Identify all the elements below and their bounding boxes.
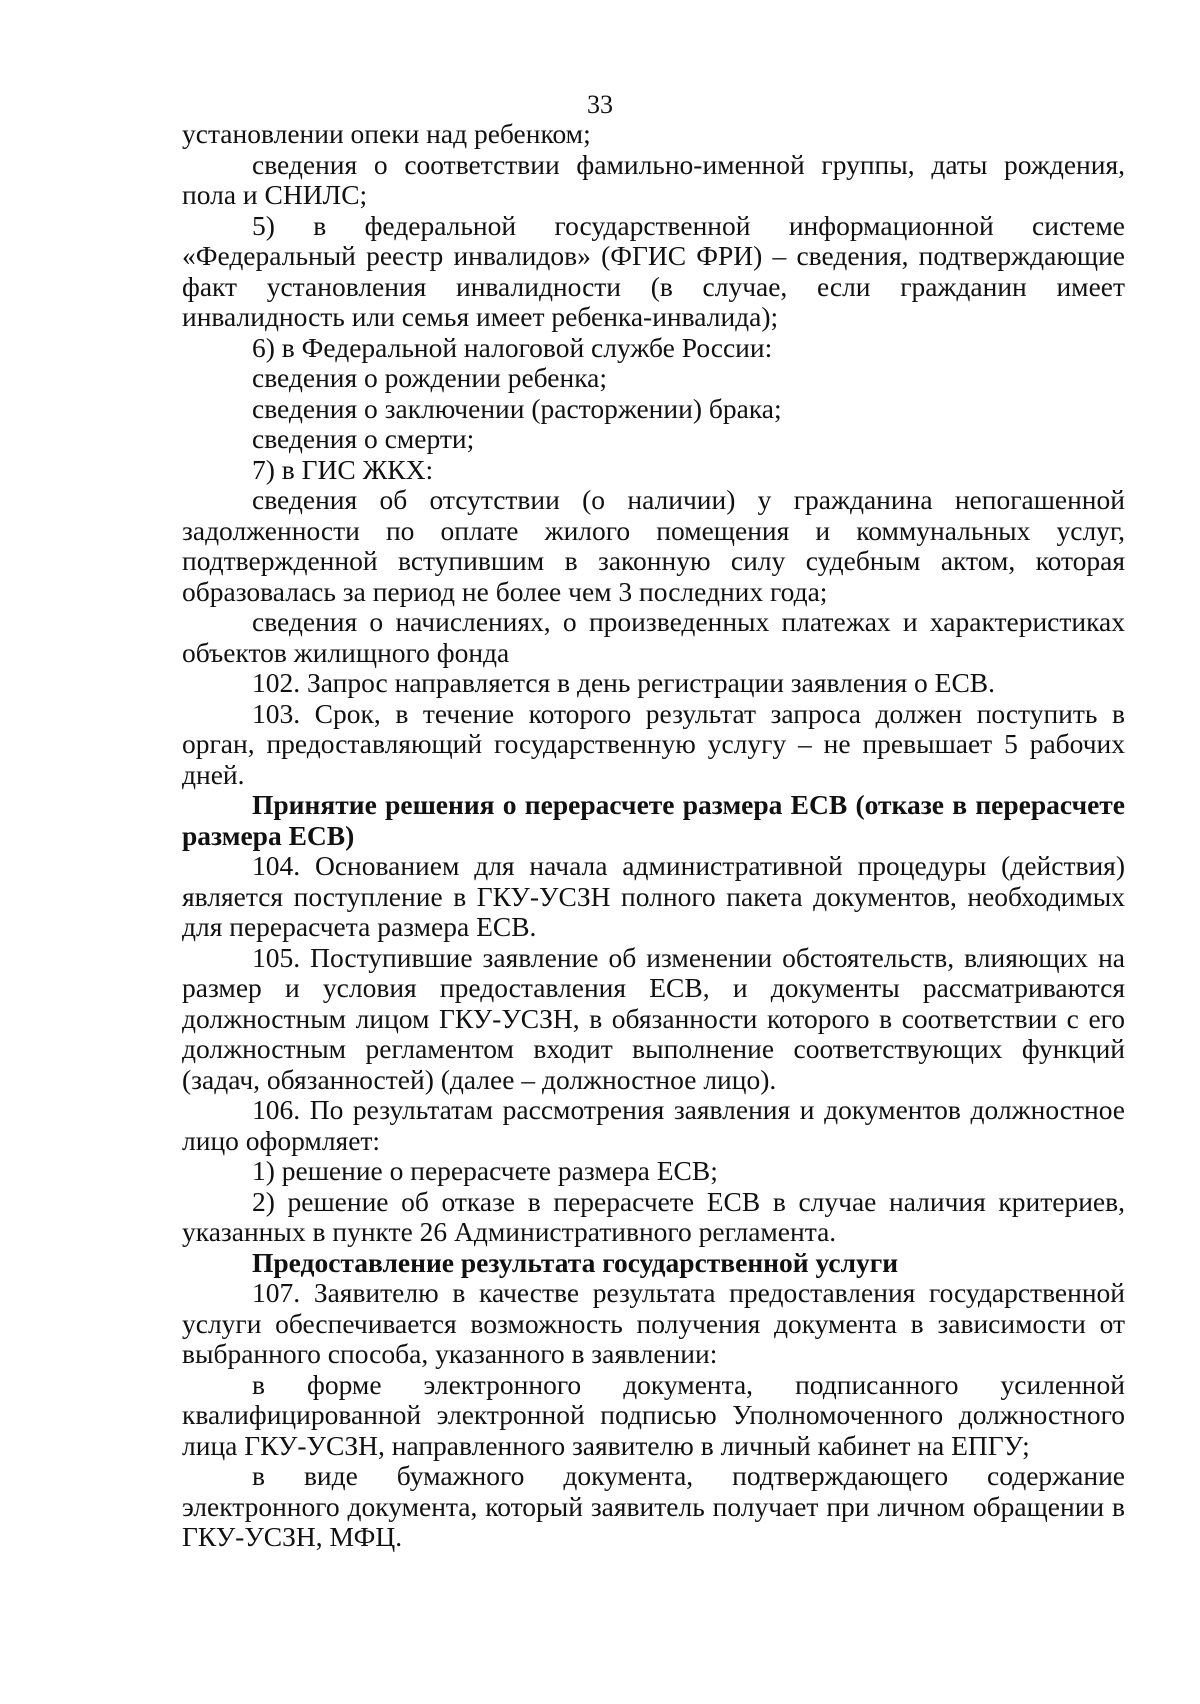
- paragraph-paper-form: в виде бумажного документа, подтверждающего содержание электронного документа, который заявитель получает при личном обращении в ГКУ-УСЗН, МФЦ.: [182, 1460, 1125, 1552]
- document-body: [182, 119, 1125, 1553]
- paragraph-106-item-1: 1) решение о перерасчете размера ЕСВ;: [252, 1155, 718, 1186]
- paragraph-item-5-fgis-fri: 5) в федеральной государственной информационной системе «Федеральный реестр инвалидов» (ФГИС ФРИ) – сведения, подтверждающие факт установления инвалидности (в случае, если гражданин имеет инвалидность или семья имеет ребенка-инвалида);: [182, 209, 1125, 332]
- paragraph-marriage-info: сведения о заключении (расторжении) брака;: [252, 392, 782, 424]
- paragraph-charges-info: сведения о начислениях, о произведенных платежах и характеристиках объектов жилищного фонда: [182, 606, 1125, 668]
- paragraph-105: 105. Поступившие заявление об изменении обстоятельств, влияющих на размер и условия предоставления ЕСВ, и документы рассматриваются должностным лицом ГКУ-УСЗН, в обязанности которого в соответствии с его должностным регламентом входит выполнение соответствующих функций (задач, обязанностей) (далее – должностное лицо).: [182, 941, 1125, 1095]
- paragraph-106: 106. По результатам рассмотрения заявления и документов должностное лицо оформляет:: [182, 1094, 1125, 1156]
- paragraph-102: 102. Запрос направляется в день регистрации заявления о ЕСВ.: [252, 667, 996, 698]
- paragraph-death-info: сведения о смерти;: [252, 423, 475, 454]
- page-number: 33: [587, 90, 613, 119]
- paragraph-item-6-fns: 6) в Федеральной налоговой службе России:: [252, 331, 773, 363]
- paragraph-item-7-gis-zhkh: 7) в ГИС ЖКХ:: [252, 453, 434, 485]
- section-heading-result: Предоставление результата государственной услуги: [252, 1246, 899, 1278]
- section-heading-recalculation: Принятие решения о перерасчете размера ЕСВ (отказе в перерасчете размера ЕСВ): [182, 789, 1125, 851]
- paragraph-debt-info: сведения об отсутствии (о наличии) у гражданина непогашенной задолженности по оплате жилого помещения и коммунальных услуг, подтвержденной вступившим в законную силу судебным актом, которая образовалась за период не более чем 3 последних года;: [182, 484, 1125, 607]
- paragraph-snils-info: сведения о соответствии фамильно-именной группы, даты рождения, пола и СНИЛС;: [182, 148, 1125, 210]
- paragraph-107: 107. Заявителю в качестве результата предоставления государственной услуги обеспечивается возможность получения документа в зависимости от выбранного способа, указанного в заявлении:: [182, 1277, 1125, 1369]
- paragraph-electronic-form: в форме электронного документа, подписанного усиленной квалифицированной электронной подписью Уполномоченного должностного лица ГКУ-УСЗН, направленного заявителю в личный кабинет на ЕПГУ;: [182, 1368, 1125, 1461]
- paragraph-103: 103. Срок, в течение которого результат запроса должен поступить в орган, предоставляющий государственную услугу – не превышает 5 рабочих дней.: [182, 697, 1125, 790]
- paragraph-birth-info: сведения о рождении ребенка;: [252, 362, 607, 393]
- paragraph-continuation: установлении опеки над ребенком;: [182, 118, 591, 149]
- paragraph-106-item-2: 2) решение об отказе в перерасчете ЕСВ в случае наличия критериев, указанных в пункте 26 Административного регламента.: [182, 1185, 1125, 1247]
- paragraph-104: 104. Основанием для начала административной процедуры (действия) является поступление в ГКУ-УСЗН полного пакета документов, необходимых для перерасчета размера ЕСВ.: [182, 850, 1125, 942]
